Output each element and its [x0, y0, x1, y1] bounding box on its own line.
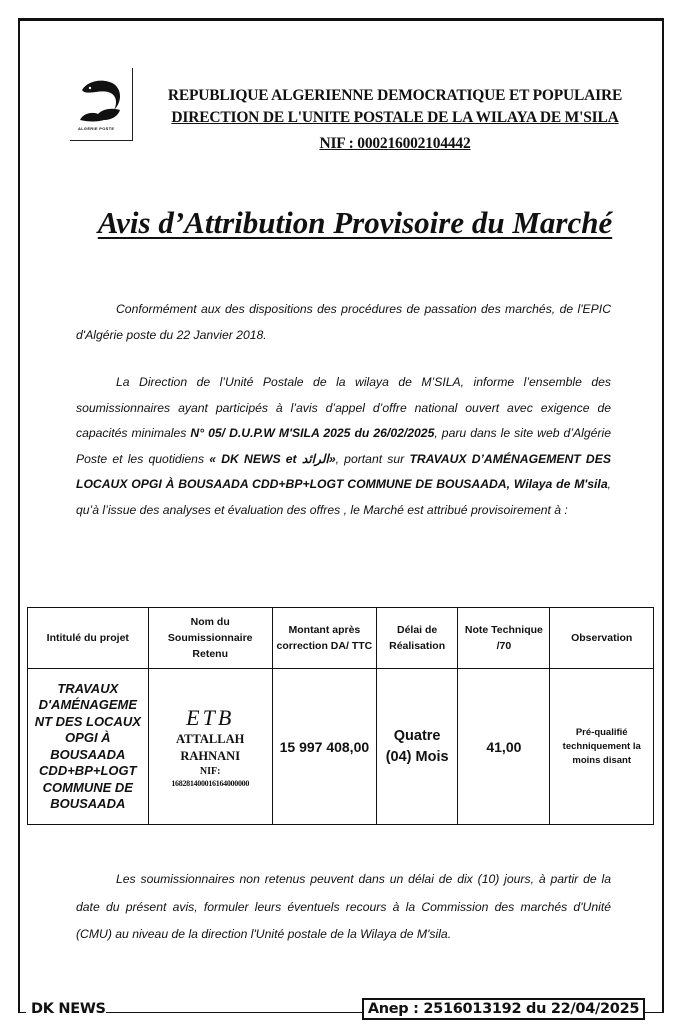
- col-header-soumissionnaire: Nom du Soumissionnaire Retenu: [148, 608, 272, 669]
- announcement-text-2: , paru dans le site web d’Algérie Poste et les quotidiens: [76, 426, 611, 466]
- cell-projet: TRAVAUX D'AMÉNAGEME NT DES LOCAUX OPGI À BOUSAADA CDD+BP+LOGT COMMUNE DE BOUSAADA: [28, 669, 149, 825]
- paragraph-recourse-text: Les soumissionnaires non retenus peuvent dans un délai de dix (10) jours, à partir de la date du présent avis, formuler leurs éventuels recours à la Commission des marchés d'Unité (CMU) au niveau de la direction l'Unité postale de la Wilaya de M'sila.: [76, 872, 611, 941]
- paragraph-legal-basis: [76, 297, 611, 348]
- col-header-observation: Observation: [550, 608, 654, 669]
- header-nif: NIF : 000216002104442: [319, 135, 471, 152]
- announcement-text-4: , qu’à l’issue des analyses et évaluation des offres , le Marché est attribué provisoirement à :: [76, 477, 611, 517]
- paragraph-legal-basis-text: Conformément aux des dispositions des procédures de passation des marchés, de l'EPIC d'Algérie poste du 22 Janvier 2018.: [76, 302, 611, 342]
- cell-delai: Quatre (04) Mois: [376, 669, 457, 825]
- footer-publication: DK NEWS: [31, 1001, 106, 1017]
- notice-title: Avis d’Attribution Provisoire du Marché: [97, 205, 613, 240]
- cell-observation: Pré-qualifié techniquement la moins disant: [550, 669, 654, 825]
- soumissionnaire-prefix: ETB: [186, 705, 235, 730]
- footer-right-rule: [645, 1012, 664, 1013]
- cell-soumissionnaire: [148, 669, 272, 825]
- tender-reference: N° 05/ D.U.P.W M'SILA 2025 du 26/02/2025: [190, 426, 435, 441]
- col-header-montant: Montant après correction DA/ TTC: [272, 608, 376, 669]
- col-header-note: Note Technique /70: [458, 608, 550, 669]
- journals: « DK NEWS et الرائد»: [209, 451, 336, 466]
- col-header-projet: Intitulé du projet: [28, 608, 149, 669]
- paragraph-announcement: [76, 370, 611, 524]
- soumissionnaire-nif: 168281400016164000000: [171, 779, 250, 788]
- cell-montant: 15 997 408,00: [272, 669, 376, 825]
- table-row: [28, 669, 654, 825]
- footer-anep-reference: Anep : 2516013192 du 22/04/2025: [362, 998, 645, 1020]
- col-header-delai: Délai de Réalisation: [376, 608, 457, 669]
- algerie-poste-logo-icon: [74, 72, 128, 126]
- paragraph-recourse: [76, 866, 611, 949]
- header-direction: DIRECTION DE L'UNITE POSTALE DE LA WILAYA DE M'SILA: [171, 109, 619, 126]
- soumissionnaire-name: ATTALLAH RAHNANI: [176, 732, 245, 763]
- logo-caption: ALGÉRIE POSTE: [78, 126, 115, 131]
- logo-box: [70, 68, 133, 141]
- project-object: TRAVAUX D’AMÉNAGEMENT DES LOCAUX OPGI À BOUSAADA CDD+BP+LOGT COMMUNE DE BOUSAADA, Wilaya de M'sila: [76, 451, 611, 492]
- announcement-text-1: La Direction de l’Unité Postale de la wilaya de M’SILA, informe l’ensemble des soumissionnaires ayant participés à l’avis d’appel d’offre national ouvert avec exigence de capacités minimales: [76, 375, 611, 441]
- award-table-header: [28, 608, 654, 669]
- header-republic: REPUBLIQUE ALGERIENNE DEMOCRATIQUE ET POPULAIRE: [167, 87, 623, 104]
- announcement-text-3: , portant sur: [335, 451, 410, 466]
- footer-left-rule: [18, 1012, 26, 1013]
- award-table: [27, 607, 654, 825]
- soumissionnaire-nif-label: NIF:: [199, 766, 221, 777]
- cell-note: 41,00: [458, 669, 550, 825]
- footer-rule: [106, 1012, 362, 1013]
